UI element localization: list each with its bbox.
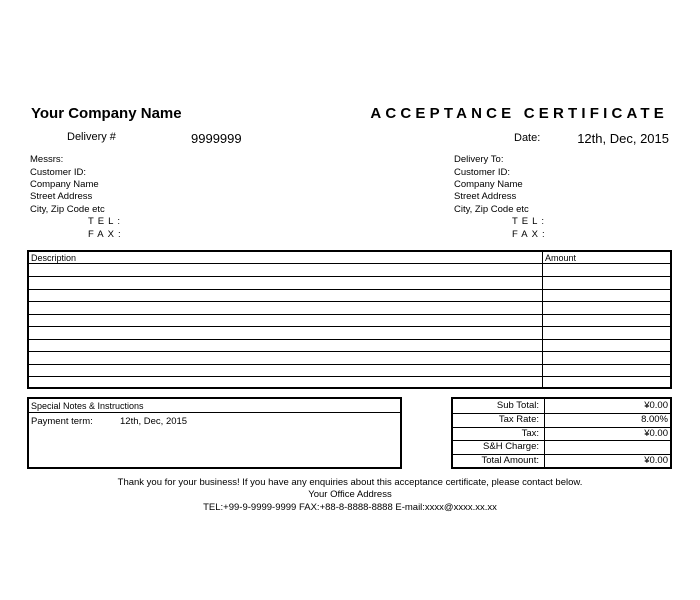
delivery-to-label: Delivery To: [454,154,504,165]
delivery-city-zip-label: City, Zip Code etc [454,204,529,215]
city-zip-label: City, Zip Code etc [30,204,105,215]
special-notes-box [27,397,402,469]
street-address-label: Street Address [30,191,93,202]
date-label: Date: [514,132,541,144]
messrs-label: Messrs: [30,154,64,165]
tax-rate-label: Tax Rate: [498,414,539,425]
company-name: Your Company Name [31,105,182,122]
description-header: Description [31,253,77,263]
tax-rate-value[interactable]: 8.00% [641,414,668,425]
delivery-company-name-label: Company Name [454,179,523,190]
table-row[interactable] [29,339,670,340]
table-row[interactable] [29,364,670,365]
tel-label: TEL: [88,216,125,227]
contact-info: TEL:+99-9-9999-9999 FAX:+88-8-8888-8888 E-mail:xxxx@xxxx.xx.xx [203,502,497,513]
items-table [27,250,672,389]
document-title: ACCEPTANCE CERTIFICATE [370,105,668,122]
sh-charge-label: S&H Charge: [483,441,539,452]
thank-you-message: Thank you for your business! If you have any enquiries about this acceptance certificate, please contact below. [117,477,583,488]
totals-row-line [453,427,670,428]
totals-row-line [453,413,670,414]
payment-term-label: Payment term: [31,416,93,427]
delivery-customer-id-label: Customer ID: [454,167,510,178]
tax-value[interactable]: ¥0.00 [644,428,668,439]
table-row[interactable] [29,301,670,302]
office-address: Your Office Address [308,489,392,500]
amount-header: Amount [545,253,577,263]
table-row[interactable] [29,289,670,290]
delivery-number: 9999999 [191,131,242,146]
table-row[interactable] [29,376,670,377]
delivery-tel-label: TEL: [512,216,549,227]
table-row[interactable] [29,326,670,327]
table-row[interactable] [29,276,670,277]
subtotal-value[interactable]: ¥0.00 [644,400,668,411]
fax-label: FAX: [88,229,125,240]
delivery-street-address-label: Street Address [454,191,517,202]
delivery-label: Delivery # [67,131,116,143]
total-amount-label: Total Amount: [481,455,539,466]
special-notes-title: Special Notes & Instructions [31,401,144,411]
table-row[interactable] [29,314,670,315]
items-column-separator [542,252,543,387]
company-name-label: Company Name [30,179,99,190]
date-value: 12th, Dec, 2015 [577,131,669,146]
tax-label: Tax: [521,428,539,439]
totals-column-separator [544,399,545,467]
totals-box [451,397,672,469]
delivery-fax-label: FAX: [512,229,549,240]
payment-term-value[interactable]: 12th, Dec, 2015 [120,416,188,427]
total-amount-value[interactable]: ¥0.00 [644,455,668,466]
customer-id-label: Customer ID: [30,167,86,178]
table-row[interactable] [29,351,670,352]
subtotal-label: Sub Total: [496,400,539,411]
